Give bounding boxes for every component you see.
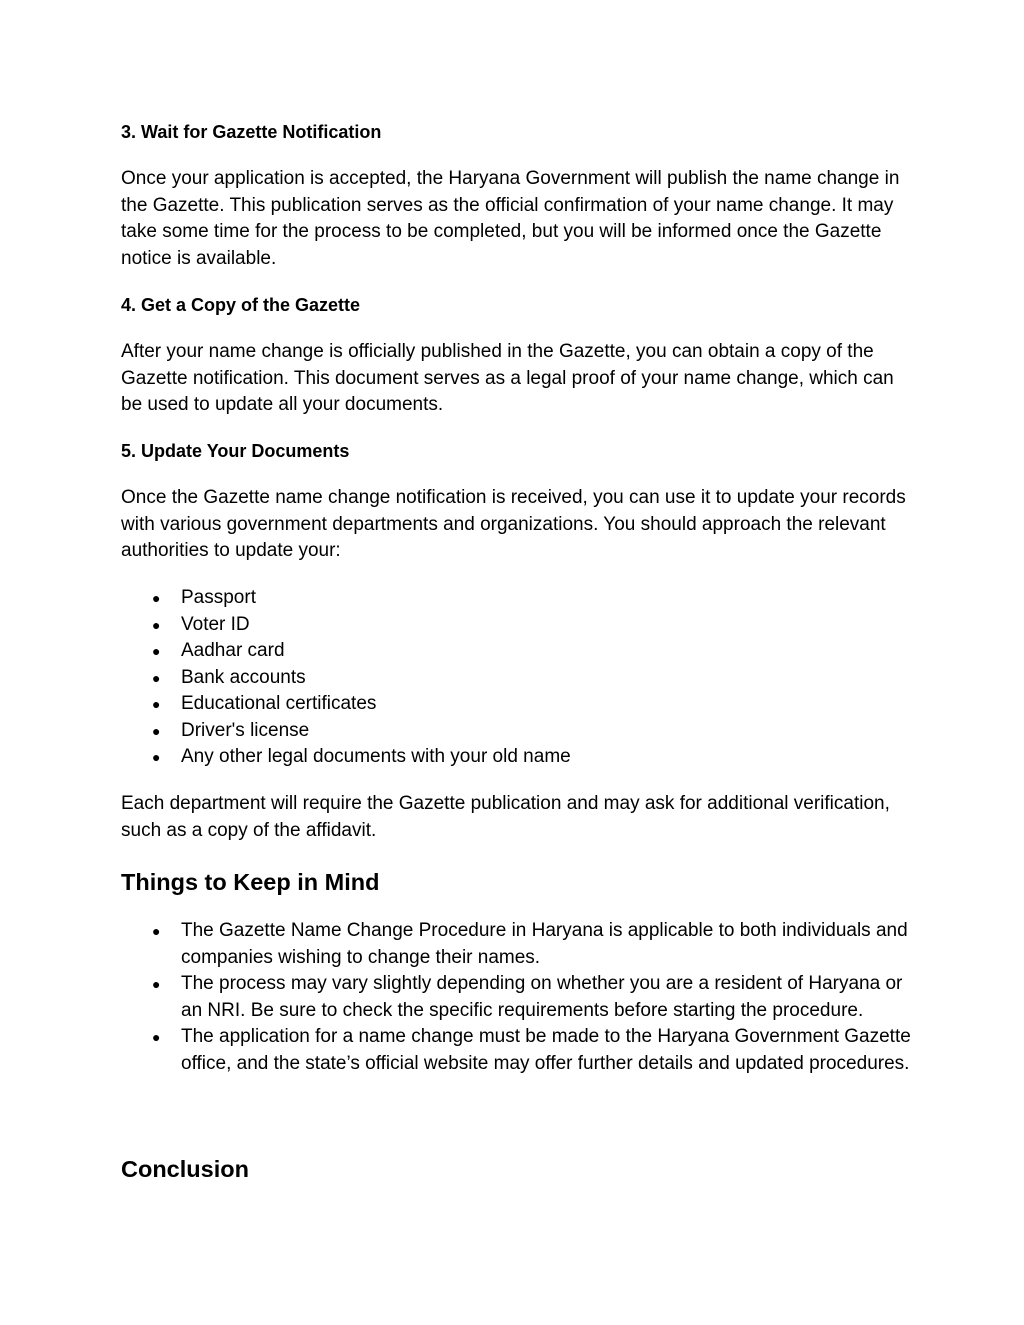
bullet-icon: ● — [152, 696, 161, 712]
list-item: ● Any other legal documents with your old name — [121, 744, 911, 771]
conclusion-heading: Conclusion — [121, 1156, 249, 1182]
step5-paragraph: Once the Gazette name change notification is received, you can use it to update your records with various government departments and organizations. You should approach the relevant authorities to update your: — [121, 487, 906, 561]
keep-in-mind-list — [121, 918, 911, 1077]
bullet-icon: ● — [152, 749, 161, 765]
things-to-keep-in-mind-heading: Things to Keep in Mind — [121, 869, 380, 895]
step5-closing-paragraph: Each department will require the Gazette publication and may ask for additional verification, such as a copy of the affidavit. — [121, 793, 890, 841]
bullet-icon: ● — [152, 643, 161, 659]
step3-heading: 3. Wait for Gazette Notification — [121, 122, 382, 142]
list-item: ● The application for a name change must be made to the Haryana Government Gazette office, and the state’s official website may offer further details and updated procedures. — [152, 1026, 911, 1074]
step4-heading: 4. Get a Copy of the Gazette — [121, 295, 361, 315]
bullet-icon: ● — [152, 669, 161, 686]
bullet-icon: ● — [152, 923, 161, 939]
list-item: ● Driver's license — [121, 718, 911, 745]
step4-paragraph: After your name change is officially published in the Gazette, you can obtain a copy of the Gazette notification. This document serves as a legal proof of your name change, which can be used to update all your documents. — [121, 341, 894, 415]
list-item: ● Bank accounts — [121, 665, 911, 692]
list-item: ● Educational certificates — [121, 691, 911, 718]
list-item: ● Passport — [121, 585, 911, 612]
list-item: ● The Gazette Name Change Procedure in Haryana is applicable to both individuals and companies wishing to change their names. — [152, 920, 908, 968]
step5-heading: 5. Update Your Documents — [121, 441, 350, 461]
step3-paragraph: Once your application is accepted, the Haryana Government will publish the name change in the Gazette. This publication serves as the official confirmation of your name change. It may take some time for the process to be completed, but you will be informed once the Gazette notice is available. — [121, 168, 900, 269]
bullet-icon: ● — [152, 616, 161, 633]
bullet-icon: ● — [152, 1029, 161, 1045]
list-item: ● Voter ID — [121, 612, 911, 639]
documents-list — [121, 585, 911, 771]
list-item: ● The process may vary slightly depending on whether you are a resident of Haryana or an NRI. Be sure to check the specific requirements before starting the procedure. — [152, 973, 903, 1021]
bullet-icon: ● — [152, 976, 161, 992]
list-item: ● Aadhar card — [121, 638, 911, 665]
bullet-icon: ● — [152, 590, 161, 606]
bullet-icon: ● — [152, 722, 161, 739]
